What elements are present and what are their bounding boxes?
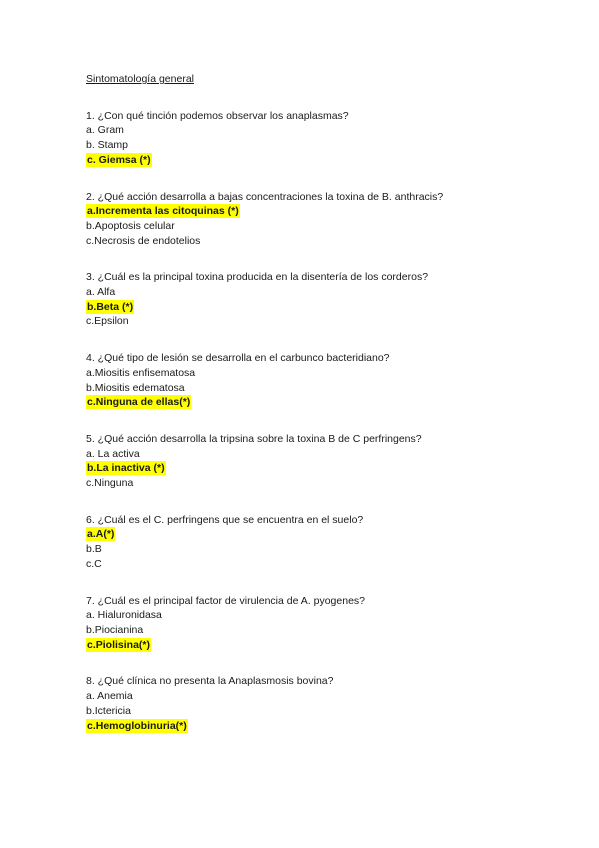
question-text: 4. ¿Qué tipo de lesión se desarrolla en el carbunco bacteridiano? xyxy=(86,352,390,365)
question-5 xyxy=(86,432,566,491)
question-text: 5. ¿Qué acción desarrolla la tripsina sobre la toxina B de C perfringens? xyxy=(86,432,422,445)
correct-answer-option: b.Beta (*) xyxy=(87,300,134,313)
answer-option: b.Piocianina xyxy=(86,623,144,636)
correct-answer-option: a.Incrementa las citoquinas (*) xyxy=(87,205,239,218)
correct-answer-option: c. Giemsa (*) xyxy=(87,153,151,166)
question-text: 6. ¿Cuál es el C. perfringens que se encuentra en el suelo? xyxy=(86,513,364,526)
document-title: Sintomatología general xyxy=(86,73,194,85)
question-8 xyxy=(86,674,566,733)
question-text: 8. ¿Qué clínica no presenta la Anaplasmosis bovina? xyxy=(86,675,334,688)
question-1 xyxy=(86,109,566,168)
answer-option: a. Alfa xyxy=(86,286,116,299)
answer-option: b. Stamp xyxy=(86,139,129,152)
question-text: 2. ¿Qué acción desarrolla a bajas concentraciones la toxina de B. anthracis? xyxy=(86,190,444,203)
question-3 xyxy=(86,270,566,329)
answer-option: a. Hialuronidasa xyxy=(86,609,162,622)
question-7 xyxy=(86,594,566,653)
answer-option: c.C xyxy=(86,557,102,570)
answer-option: c.Epsilon xyxy=(86,315,129,328)
question-6 xyxy=(86,513,566,572)
answer-option: c.Necrosis de endotelios xyxy=(86,234,201,247)
answer-option: a. La activa xyxy=(86,447,140,460)
answer-option: b.Apoptosis celular xyxy=(86,219,175,232)
correct-answer-option: c.Ninguna de ellas(*) xyxy=(87,396,191,409)
question-2 xyxy=(86,190,566,249)
answer-option: a. Anemia xyxy=(86,690,133,703)
correct-answer-option: c.Piolisina(*) xyxy=(87,638,151,651)
correct-answer-option: a.A(*) xyxy=(87,528,115,541)
answer-option: b.Miositis edematosa xyxy=(86,381,185,394)
question-text: 3. ¿Cuál es la principal toxina producida en la disentería de los corderos? xyxy=(86,271,429,284)
answer-option: b.B xyxy=(86,543,102,556)
question-4 xyxy=(86,351,566,410)
answer-option: c.Ninguna xyxy=(86,477,134,490)
correct-answer-option: b.La inactiva (*) xyxy=(87,462,165,475)
question-text: 1. ¿Con qué tinción podemos observar los anaplasmas? xyxy=(86,109,349,122)
answer-option: a.Miositis enfisematosa xyxy=(86,366,196,379)
correct-answer-option: c.Hemoglobinuria(*) xyxy=(87,719,187,732)
answer-option: b.Ictericia xyxy=(86,704,131,717)
answer-option: a. Gram xyxy=(86,124,124,137)
document-body xyxy=(86,72,566,755)
question-text: 7. ¿Cuál es el principal factor de virulencia de A. pyogenes? xyxy=(86,594,365,607)
